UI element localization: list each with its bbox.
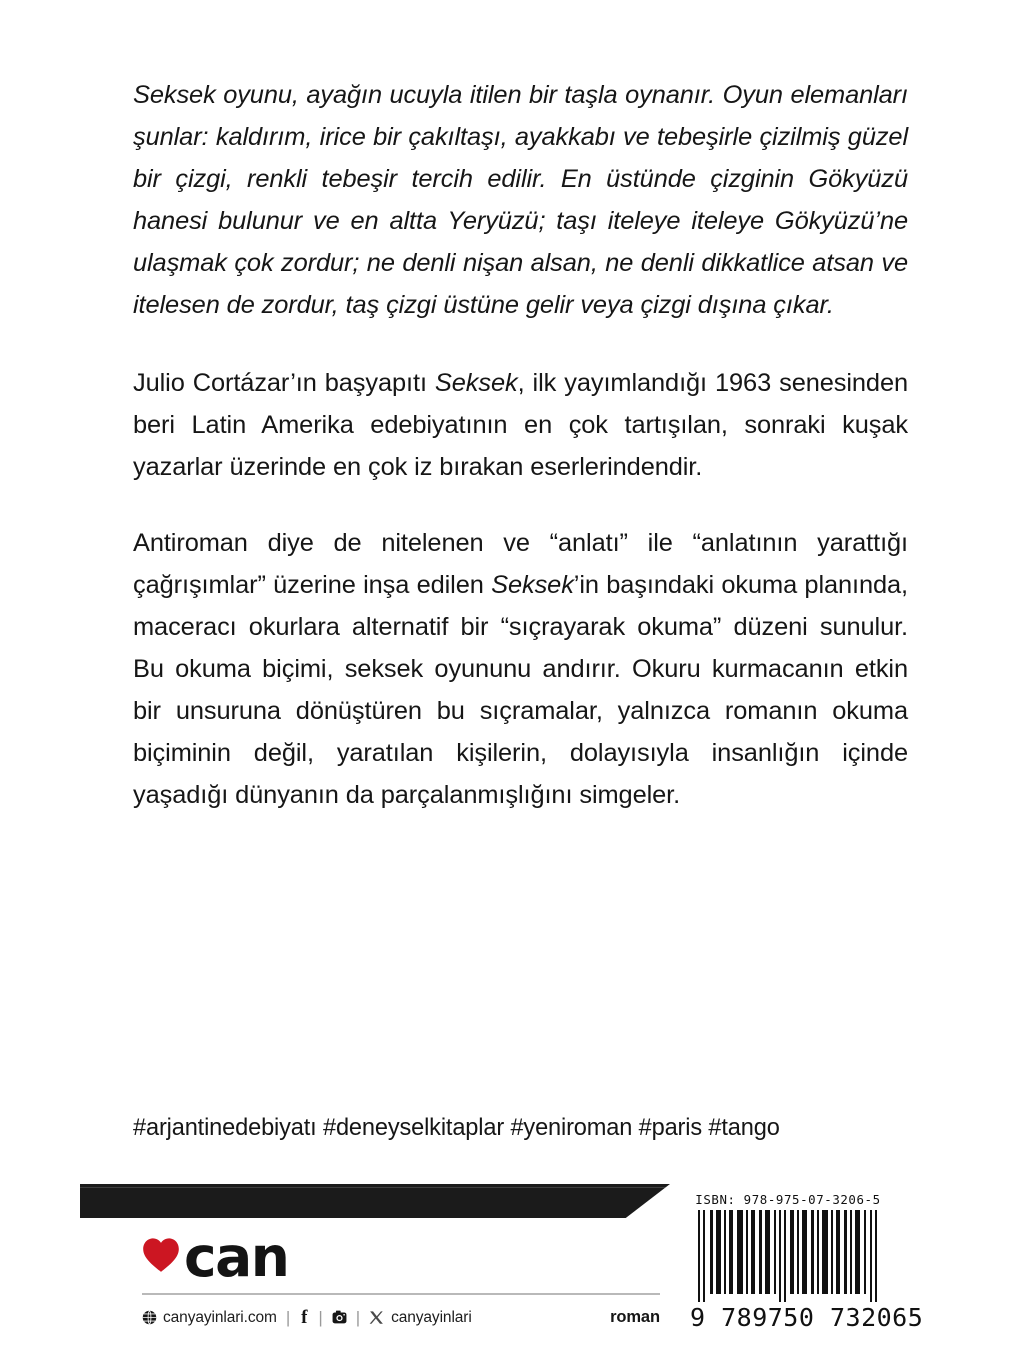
hashtag-line: #arjantinedebiyatı #deneyselkitaplar #yeniroman #paris #tango [133, 1115, 780, 1141]
banner-highlight-line [80, 1187, 670, 1188]
description-book-title: Seksek [491, 571, 574, 599]
intro-text-part-1: Julio Cortázar’ın başyapıtı [133, 369, 435, 397]
publisher-logo-text: can [184, 1225, 289, 1289]
blurb-text-block [133, 74, 908, 816]
x-icon[interactable] [369, 1310, 384, 1325]
description-text-part-2: ’in başındaki okuma planında, maceracı okurlara alternatif bir “sıçrayarak okuma” düzeni sunulur. Bu okuma biçimi, seksek oyununu andırır. Okuru kurmacanın etkin bir unsuruna dönüştüren bu sıçramalar, yalnızca romanın okuma biçiminin değil, yaratılan kişilerin, dolayısıyla insanlığın içinde yaşadığı dünyanın da parçalanmışlığını simgeler. [133, 571, 909, 809]
contact-separator-1: | [285, 1308, 291, 1327]
black-angled-banner [80, 1184, 670, 1218]
website-text[interactable]: canyayinlari.com [163, 1308, 277, 1326]
facebook-icon[interactable]: f [301, 1307, 308, 1328]
intro-book-title: Seksek [434, 369, 518, 397]
genre-label: roman [610, 1308, 660, 1326]
instagram-icon[interactable] [332, 1310, 347, 1325]
heart-icon [142, 1237, 180, 1273]
barcode-digits: 9 789750 732065 [690, 1303, 924, 1332]
social-handle-text[interactable]: canyayinlari [391, 1308, 472, 1326]
intro-text-part-2: , ilk yayımlandığı 1963 senesinden beri Latin Amerika edebiyatının en çok tartışılan, sonraki kuşak yazarlar üzerinde en çok iz bırakan eserlerindendir. [133, 369, 908, 481]
publisher-logo [142, 1225, 662, 1289]
description-text-part-1: Antiroman diye de nitelenen ve “anlatı” ile “anlatının yarattığı çağrışımlar” üzerine inşa edilen [133, 529, 908, 599]
barcode-block [690, 1192, 924, 1332]
contact-separator-2: | [318, 1308, 323, 1327]
barcode-bars [690, 1210, 886, 1302]
blurb-paragraph-quote: Seksek oyunu, ayağın ucuyla itilen bir taşla oynanır. Oyun elemanları şunlar: kaldırım, irice bir çakıltaşı, ayakkabı ve tebeşirle çizilmiş güzel bir çizgi, renkli tebeşir tercih edilir. En üstünde çizginin Gökyüzü hanesi bulunur ve en altta Yeryüzü; taşı iteleye iteleye Gökyüzü’ne ulaşmak çok zordur; ne denli nişan alsan, ne denli dikkatlice atsan ve itelesen de zordur, taş çizgi üstüne gelir veya çizgi dışına çıkar. [133, 81, 908, 319]
publisher-footer [142, 1225, 662, 1328]
globe-icon [142, 1310, 157, 1325]
blurb-paragraph-description [133, 522, 908, 816]
publisher-contact-row [142, 1308, 660, 1327]
contact-separator-3: | [355, 1308, 361, 1327]
isbn-text: ISBN: 978-975-07-3206-5 [695, 1192, 881, 1207]
footer-divider [142, 1293, 660, 1295]
blurb-paragraph-intro [133, 362, 908, 488]
